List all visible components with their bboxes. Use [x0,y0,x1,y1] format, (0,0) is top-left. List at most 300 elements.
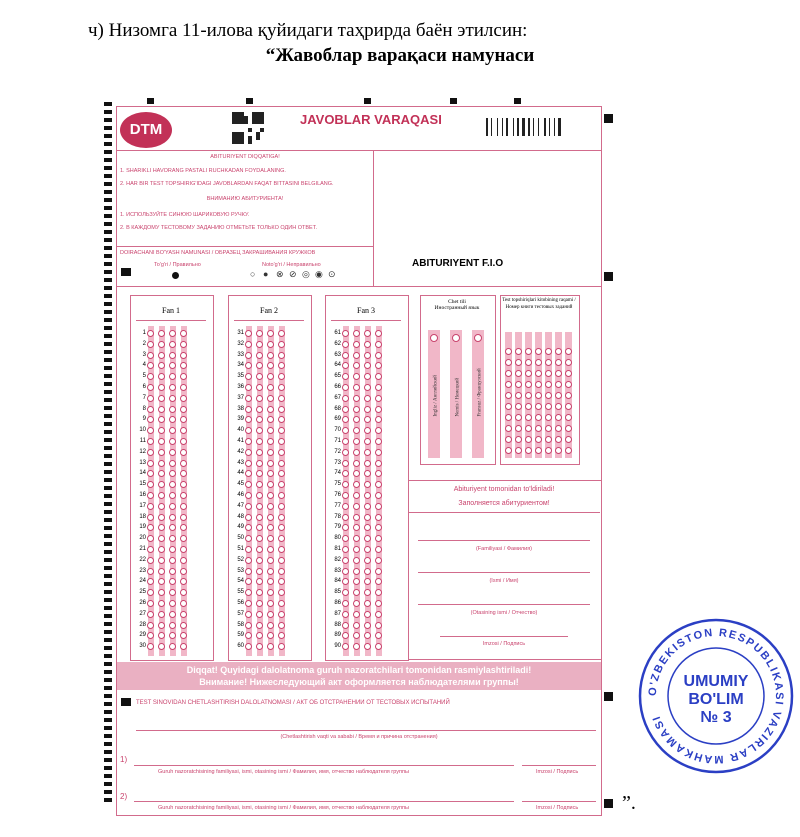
answer-bubble[interactable] [375,546,382,553]
answer-bubble[interactable] [245,622,252,629]
book-number-bubble[interactable] [555,447,562,454]
answer-bubble[interactable] [364,611,371,618]
answer-bubble[interactable] [158,438,165,445]
book-number-bubble[interactable] [535,403,542,410]
answer-bubble[interactable] [278,352,285,359]
answer-bubble[interactable] [147,406,154,413]
answer-bubble[interactable] [256,395,263,402]
answer-bubble[interactable] [256,611,263,618]
answer-bubble[interactable] [245,341,252,348]
answer-bubble[interactable] [169,395,176,402]
answer-bubble[interactable] [278,449,285,456]
answer-bubble[interactable] [278,546,285,553]
answer-bubble[interactable] [256,406,263,413]
patronymic-line[interactable] [418,604,590,605]
answer-bubble[interactable] [278,384,285,391]
answer-bubble[interactable] [353,622,360,629]
answer-bubble[interactable] [256,492,263,499]
answer-bubble[interactable] [364,600,371,607]
book-number-bubble[interactable] [525,370,532,377]
book-number-bubble[interactable] [565,381,572,388]
answer-bubble[interactable] [364,622,371,629]
answer-bubble[interactable] [342,557,349,564]
answer-bubble[interactable] [353,406,360,413]
answer-bubble[interactable] [342,460,349,467]
answer-bubble[interactable] [169,352,176,359]
answer-bubble[interactable] [158,460,165,467]
answer-bubble[interactable] [158,395,165,402]
book-number-bubble[interactable] [525,403,532,410]
book-number-bubble[interactable] [555,370,562,377]
book-number-bubble[interactable] [535,359,542,366]
answer-bubble[interactable] [147,611,154,618]
answer-bubble[interactable] [375,341,382,348]
question-number: 13 [139,459,146,466]
answer-bubble[interactable] [158,611,165,618]
book-number-bubble[interactable] [535,381,542,388]
book-number-bubble[interactable] [565,447,572,454]
answer-bubble[interactable] [342,449,349,456]
answer-bubble[interactable] [256,330,263,337]
answer-bubble[interactable] [180,622,187,629]
book-number-bubble[interactable] [565,359,572,366]
answer-bubble[interactable] [375,395,382,402]
answer-bubble[interactable] [267,600,274,607]
book-number-bubble[interactable] [515,392,522,399]
book-number-bubble[interactable] [565,403,572,410]
answer-bubble[interactable] [353,514,360,521]
answer-bubble[interactable] [342,600,349,607]
book-number-bubble[interactable] [565,348,572,355]
answer-bubble[interactable] [180,341,187,348]
answer-bubble[interactable] [169,406,176,413]
answer-bubble[interactable] [180,460,187,467]
answer-bubble[interactable] [278,406,285,413]
book-number-bubble[interactable] [535,348,542,355]
answer-bubble[interactable] [158,546,165,553]
answer-bubble[interactable] [278,492,285,499]
answer-bubble[interactable] [375,330,382,337]
book-number-bubble[interactable] [505,348,512,355]
answer-bubble[interactable] [267,514,274,521]
answer-bubble[interactable] [245,492,252,499]
answer-bubble[interactable] [180,546,187,553]
answer-bubble[interactable] [278,395,285,402]
answer-bubble[interactable] [147,352,154,359]
answer-bubble[interactable] [245,395,252,402]
answer-bubble[interactable] [342,395,349,402]
book-number-bubble[interactable] [535,370,542,377]
answer-bubble[interactable] [364,503,371,510]
answer-bubble[interactable] [267,352,274,359]
answer-bubble[interactable] [147,438,154,445]
language-bubble[interactable] [474,334,482,342]
book-number-bubble[interactable] [505,381,512,388]
reason-line[interactable] [136,730,596,731]
answer-bubble[interactable] [342,546,349,553]
book-number-bubble[interactable] [565,414,572,421]
answer-bubble[interactable] [267,384,274,391]
answer-bubble[interactable] [267,341,274,348]
answer-bubble[interactable] [158,384,165,391]
answer-bubble[interactable] [353,330,360,337]
answer-bubble[interactable] [180,557,187,564]
language-bubble[interactable] [452,334,460,342]
book-number-bubble[interactable] [505,414,512,421]
book-number-bubble[interactable] [545,403,552,410]
answer-bubble[interactable] [245,514,252,521]
book-number-bubble[interactable] [505,436,512,443]
book-number-bubble[interactable] [565,425,572,432]
book-number-bubble[interactable] [505,370,512,377]
answer-bubble[interactable] [364,449,371,456]
answer-bubble[interactable] [245,568,252,575]
answer-bubble[interactable] [169,330,176,337]
answer-bubble[interactable] [158,600,165,607]
answer-bubble[interactable] [342,438,349,445]
supervisor2-line[interactable] [134,801,514,802]
supervisor1-line[interactable] [134,765,514,766]
answer-bubble[interactable] [245,449,252,456]
answer-bubble[interactable] [256,449,263,456]
answer-bubble[interactable] [158,568,165,575]
answer-bubble[interactable] [256,568,263,575]
answer-bubble[interactable] [375,406,382,413]
answer-bubble[interactable] [169,546,176,553]
answer-bubble[interactable] [180,611,187,618]
answer-bubble[interactable] [158,514,165,521]
book-number-bubble[interactable] [525,392,532,399]
answer-bubble[interactable] [180,395,187,402]
answer-bubble[interactable] [158,449,165,456]
answer-bubble[interactable] [278,557,285,564]
answer-bubble[interactable] [364,568,371,575]
answer-bubble[interactable] [364,460,371,467]
answer-bubble[interactable] [364,395,371,402]
answer-bubble[interactable] [256,503,263,510]
answer-bubble[interactable] [245,330,252,337]
answer-bubble[interactable] [353,395,360,402]
answer-bubble[interactable] [353,611,360,618]
answer-bubble[interactable] [180,600,187,607]
answer-bubble[interactable] [278,503,285,510]
book-number-bubble[interactable] [525,414,532,421]
answer-bubble[interactable] [267,622,274,629]
answer-bubble[interactable] [267,568,274,575]
book-number-bubble[interactable] [555,425,562,432]
answer-bubble[interactable] [342,406,349,413]
book-number-bubble[interactable] [535,447,542,454]
answer-bubble[interactable] [342,514,349,521]
answer-bubble[interactable] [375,438,382,445]
answer-bubble[interactable] [158,406,165,413]
answer-bubble[interactable] [169,492,176,499]
book-number-bubble[interactable] [545,370,552,377]
book-number-bubble[interactable] [545,381,552,388]
answer-bubble[interactable] [180,438,187,445]
answer-bubble[interactable] [278,600,285,607]
answer-bubble[interactable] [245,503,252,510]
answer-bubble[interactable] [245,438,252,445]
answer-bubble[interactable] [256,557,263,564]
answer-bubble[interactable] [180,384,187,391]
answer-bubble[interactable] [342,611,349,618]
book-number-bubble[interactable] [515,425,522,432]
book-number-bubble[interactable] [525,447,532,454]
book-number-bubble[interactable] [525,359,532,366]
book-number-bubble[interactable] [515,403,522,410]
answer-bubble[interactable] [353,492,360,499]
answer-bubble[interactable] [147,449,154,456]
answer-bubble[interactable] [256,352,263,359]
book-number-bubble[interactable] [525,436,532,443]
answer-bubble[interactable] [353,503,360,510]
answer-bubble[interactable] [267,460,274,467]
answer-bubble[interactable] [147,557,154,564]
book-number-bubble[interactable] [565,392,572,399]
answer-bubble[interactable] [147,330,154,337]
book-number-bubble[interactable] [505,447,512,454]
answer-bubble[interactable] [375,600,382,607]
book-number-bubble[interactable] [545,392,552,399]
answer-bubble[interactable] [364,546,371,553]
answer-bubble[interactable] [375,449,382,456]
book-number-bubble[interactable] [515,447,522,454]
book-number-bubble[interactable] [505,392,512,399]
book-number-bubble[interactable] [545,414,552,421]
book-number-bubble[interactable] [515,381,522,388]
answer-bubble[interactable] [278,611,285,618]
answer-bubble[interactable] [147,395,154,402]
answer-bubble[interactable] [278,330,285,337]
answer-bubble[interactable] [158,492,165,499]
answer-bubble[interactable] [278,460,285,467]
answer-bubble[interactable] [375,557,382,564]
answer-bubble[interactable] [180,503,187,510]
answer-bubble[interactable] [169,514,176,521]
book-number-bubble[interactable] [515,414,522,421]
answer-bubble[interactable] [256,341,263,348]
book-number-bubble[interactable] [535,414,542,421]
answer-bubble[interactable] [375,611,382,618]
answer-bubble[interactable] [147,546,154,553]
answer-bubble[interactable] [245,352,252,359]
answer-bubble[interactable] [267,546,274,553]
book-number-bubble[interactable] [535,425,542,432]
answer-bubble[interactable] [364,438,371,445]
answer-bubble[interactable] [375,568,382,575]
name-line[interactable] [418,572,590,573]
answer-bubble[interactable] [278,514,285,521]
answer-bubble[interactable] [147,514,154,521]
book-number-bubble[interactable] [555,403,562,410]
answer-bubble[interactable] [375,460,382,467]
answer-bubble[interactable] [180,449,187,456]
book-number-bubble[interactable] [505,359,512,366]
book-number-bubble[interactable] [545,359,552,366]
answer-bubble[interactable] [364,492,371,499]
answer-bubble[interactable] [364,330,371,337]
answer-bubble[interactable] [353,546,360,553]
answer-bubble[interactable] [375,352,382,359]
book-number-bubble[interactable] [545,425,552,432]
answer-bubble[interactable] [245,600,252,607]
answer-bubble[interactable] [158,330,165,337]
book-number-bubble[interactable] [555,381,562,388]
book-number-bubble[interactable] [525,425,532,432]
answer-bubble[interactable] [364,514,371,521]
answer-bubble[interactable] [364,384,371,391]
book-number-bubble[interactable] [545,348,552,355]
surname-line[interactable] [418,540,590,541]
answer-bubble[interactable] [364,352,371,359]
answer-bubble[interactable] [278,568,285,575]
answer-bubble[interactable] [245,546,252,553]
answer-bubble[interactable] [342,568,349,575]
answer-bubble[interactable] [169,341,176,348]
answer-bubble[interactable] [353,449,360,456]
answer-bubble[interactable] [180,492,187,499]
answer-bubble[interactable] [267,611,274,618]
book-number-bubble[interactable] [555,348,562,355]
answer-bubble[interactable] [180,514,187,521]
book-number-bubble[interactable] [545,436,552,443]
answer-bubble[interactable] [256,514,263,521]
answer-bubble[interactable] [245,384,252,391]
answer-bubble[interactable] [158,341,165,348]
answer-bubble[interactable] [180,406,187,413]
answer-bubble[interactable] [278,622,285,629]
book-number-bubble[interactable] [555,436,562,443]
book-number-bubble[interactable] [555,392,562,399]
answer-bubble[interactable] [278,438,285,445]
answer-bubble[interactable] [375,503,382,510]
book-number-bubble[interactable] [525,348,532,355]
answer-bubble[interactable] [375,514,382,521]
answer-bubble[interactable] [256,622,263,629]
book-number-bubble[interactable] [525,381,532,388]
book-number-bubble[interactable] [535,436,542,443]
answer-bubble[interactable] [158,352,165,359]
answer-bubble[interactable] [353,600,360,607]
answer-bubble[interactable] [353,438,360,445]
answer-bubble[interactable] [147,460,154,467]
answer-bubble[interactable] [169,384,176,391]
book-number-bubble[interactable] [555,359,562,366]
answer-bubble[interactable] [158,622,165,629]
answer-bubble[interactable] [169,503,176,510]
answer-bubble[interactable] [256,600,263,607]
answer-bubble[interactable] [267,557,274,564]
question-number: 76 [334,492,341,498]
answer-bubble[interactable] [364,341,371,348]
supervisor2-sign-line[interactable] [522,801,596,802]
answer-bubble[interactable] [147,492,154,499]
answer-bubble[interactable] [353,568,360,575]
answer-bubble[interactable] [375,384,382,391]
answer-bubble[interactable] [147,384,154,391]
book-number-bubble[interactable] [515,370,522,377]
answer-bubble[interactable] [158,503,165,510]
answer-bubble[interactable] [364,557,371,564]
answer-bubble[interactable] [256,438,263,445]
answer-bubble[interactable] [169,557,176,564]
answer-bubble[interactable] [353,384,360,391]
answer-bubble[interactable] [147,568,154,575]
answer-bubble[interactable] [267,503,274,510]
answer-bubble[interactable] [342,330,349,337]
answer-bubble[interactable] [256,546,263,553]
answer-bubble[interactable] [245,557,252,564]
answer-bubble[interactable] [267,492,274,499]
answer-bubble[interactable] [353,557,360,564]
answer-bubble[interactable] [147,503,154,510]
answer-bubble[interactable] [278,341,285,348]
answer-bubble[interactable] [169,622,176,629]
answer-bubble[interactable] [267,330,274,337]
book-number-bubble[interactable] [565,436,572,443]
answer-bubble[interactable] [169,460,176,467]
book-number-bubble[interactable] [505,425,512,432]
language-bubble[interactable] [430,334,438,342]
answer-bubble[interactable] [342,503,349,510]
answer-bubble[interactable] [147,622,154,629]
answer-bubble[interactable] [256,460,263,467]
book-number-bubble[interactable] [535,392,542,399]
answer-bubble[interactable] [342,341,349,348]
supervisor1-sign-line[interactable] [522,765,596,766]
answer-bubble[interactable] [147,341,154,348]
answer-bubble[interactable] [256,384,263,391]
answer-bubble[interactable] [180,352,187,359]
answer-bubble[interactable] [169,568,176,575]
answer-bubble[interactable] [245,611,252,618]
answer-bubble[interactable] [342,384,349,391]
answer-bubble[interactable] [375,492,382,499]
answer-bubble[interactable] [342,492,349,499]
book-number-bubble[interactable] [515,348,522,355]
answer-bubble[interactable] [147,600,154,607]
answer-bubble[interactable] [342,622,349,629]
book-number-bubble[interactable] [565,370,572,377]
answer-bubble[interactable] [169,611,176,618]
book-number-bubble[interactable] [515,436,522,443]
answer-bubble[interactable] [267,395,274,402]
answer-bubble[interactable] [169,438,176,445]
answer-bubble[interactable] [342,352,349,359]
answer-bubble[interactable] [375,622,382,629]
answer-bubble[interactable] [353,352,360,359]
answer-bubble[interactable] [158,557,165,564]
book-number-bubble[interactable] [545,447,552,454]
book-number-bubble[interactable] [555,414,562,421]
answer-bubble[interactable] [169,600,176,607]
answer-bubble[interactable] [180,568,187,575]
answer-bubble[interactable] [245,406,252,413]
answer-bubble[interactable] [169,449,176,456]
answer-bubble[interactable] [180,330,187,337]
answer-bubble[interactable] [267,406,274,413]
answer-bubble[interactable] [353,341,360,348]
book-number-bubble[interactable] [505,403,512,410]
answer-bubble[interactable] [245,460,252,467]
book-number-bubble[interactable] [515,359,522,366]
answer-bubble[interactable] [267,449,274,456]
answer-bubble[interactable] [353,460,360,467]
signature-line[interactable] [440,636,568,637]
answer-bubble[interactable] [364,406,371,413]
answer-bubble[interactable] [267,438,274,445]
